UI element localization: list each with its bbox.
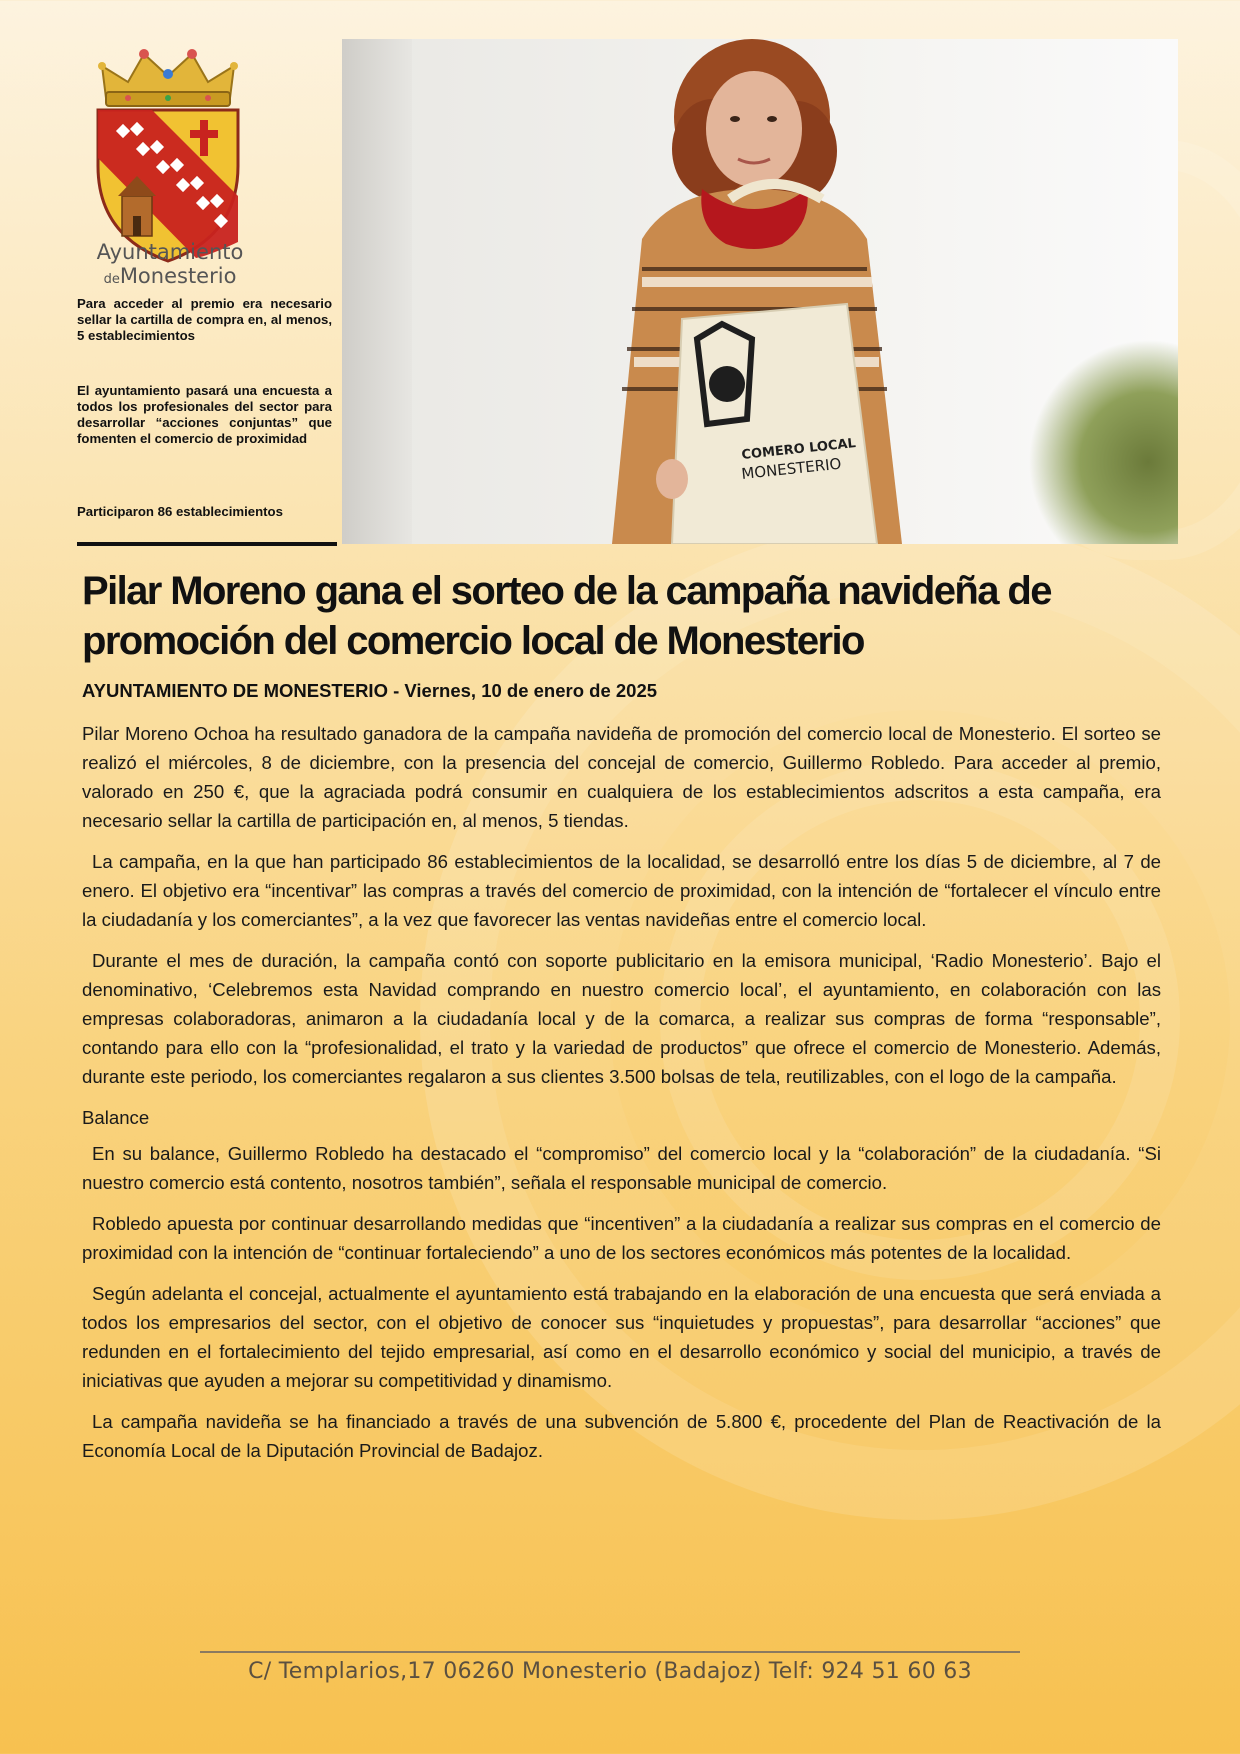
article-paragraph-2: La campaña, en la que han participado 86 establecimientos de la localidad, se desarrolló entre los días 5 de diciembre, al 7 de enero. El objetivo era “incentivar” las compras a través del comercio de proximidad, con la intención de “fortalecer el vínculo entre la ciudadanía y los comerciantes”, a la vez que favorecer las ventas navideñas entre el comercio local. bbox=[82, 851, 1161, 930]
article-paragraph-5: Robledo apuesta por continuar desarrollando medidas que “incentiven” a la ciudadanía a realizar sus compras en el comercio de proximidad con la intención de “continuar fortaleciendo” a uno de los sectores económicos más potentes de la localidad. bbox=[82, 1213, 1161, 1263]
sidebar-highlight-3: Participaron 86 establecimientos bbox=[77, 504, 283, 519]
article-paragraph-3: Durante el mes de duración, la campaña contó con soporte publicitario en la emisora municipal, ‘Radio Monesterio’. Bajo el denominativo, ‘Celebremos esta Navidad comprando en nuestro comercio local’, el ayuntamiento, en colaboración con las empresas colaboradoras, animaron a la ciudadanía local y de la comarca, a realizar sus compras de forma “responsable”, contando para ello con la “profesionalidad, el trato y la variedad de productos” que ofrece el comercio de Monesterio. Además, durante este periodo, los comerciantes regalaron a sus clientes 3.500 bolsas de tela, reutilizables, con el logo de la campaña. bbox=[82, 950, 1161, 1087]
article-paragraph-6: Según adelanta el concejal, actualmente el ayuntamiento está trabajando en la elaboración de una encuesta que será enviada a todos los empresarios del sector, con el objetivo de conocer sus “inquietudes y propuestas”, para desarrollar “acciones” que redunden en el fortalecimiento del tejido empresarial, así como en el desarrollo económico y social del municipio, a través de iniciativas que ayuden a mejorar su competitividad y dinamismo. bbox=[82, 1283, 1161, 1391]
winner-photo bbox=[342, 39, 1178, 544]
article-subheading-balance: Balance bbox=[82, 1107, 150, 1128]
sidebar-highlight-1: Para acceder al premio era necesario sellar la cartilla de compra en, al menos, 5 establecimientos bbox=[77, 296, 332, 343]
crest-label bbox=[70, 240, 270, 292]
crest-label-line1: Ayuntamiento bbox=[96, 240, 244, 264]
crest-label-prefix: de bbox=[103, 272, 120, 287]
sidebar-divider bbox=[77, 542, 337, 546]
article-paragraph-1: Pilar Moreno Ochoa ha resultado ganadora de la campaña navideña de promoción del comercio local de Monesterio. El sorteo se realizó el miércoles, 8 de diciembre, con la presencia del concejal de comercio, Guillermo Robledo. Para acceder al premio, valorado en 250 €, que la agraciada podrá consumir en cualquiera de los establecimientos adscritos a esta campaña, era necesario sellar la cartilla de participación en, al menos, 5 tiendas. bbox=[82, 723, 1161, 831]
article-paragraph-7: La campaña navideña se ha financiado a través de una subvención de 5.800 €, procedente del Plan de Reactivación de la Economía Local de la Diputación Provincial de Badajoz. bbox=[82, 1411, 1161, 1461]
bag-print-line1: COMERO LOCAL bbox=[740, 436, 857, 463]
article-byline: AYUNTAMIENTO DE MONESTERIO - Viernes, 10 de enero de 2025 bbox=[82, 680, 658, 701]
footer-address: C/ Templarios,17 06260 Monesterio (Badajoz) Telf: 924 51 60 63 bbox=[248, 1659, 972, 1684]
bag-print-line2: MONESTERIO bbox=[740, 454, 843, 483]
article-body bbox=[82, 719, 1161, 1477]
winner-figure-illustration bbox=[342, 39, 1178, 544]
footer-divider bbox=[200, 1651, 1020, 1653]
article-headline: Pilar Moreno gana el sorteo de la campaña navideña de promoción del comercio local de Monesterio bbox=[82, 569, 1051, 663]
sidebar-highlight-2: El ayuntamiento pasará una encuesta a todos los profesionales del sector para desarrollar “acciones conjuntas” que fomenten el comercio de proximidad bbox=[77, 383, 332, 446]
article-paragraph-4: En su balance, Guillermo Robledo ha destacado el “compromiso” del comercio local y la “colaboración” de la ciudadanía. “Si nuestro comercio está contento, nosotros también”, señala el responsable municipal de comercio. bbox=[82, 1143, 1161, 1193]
crest-label-line2: Monesterio bbox=[119, 264, 237, 288]
